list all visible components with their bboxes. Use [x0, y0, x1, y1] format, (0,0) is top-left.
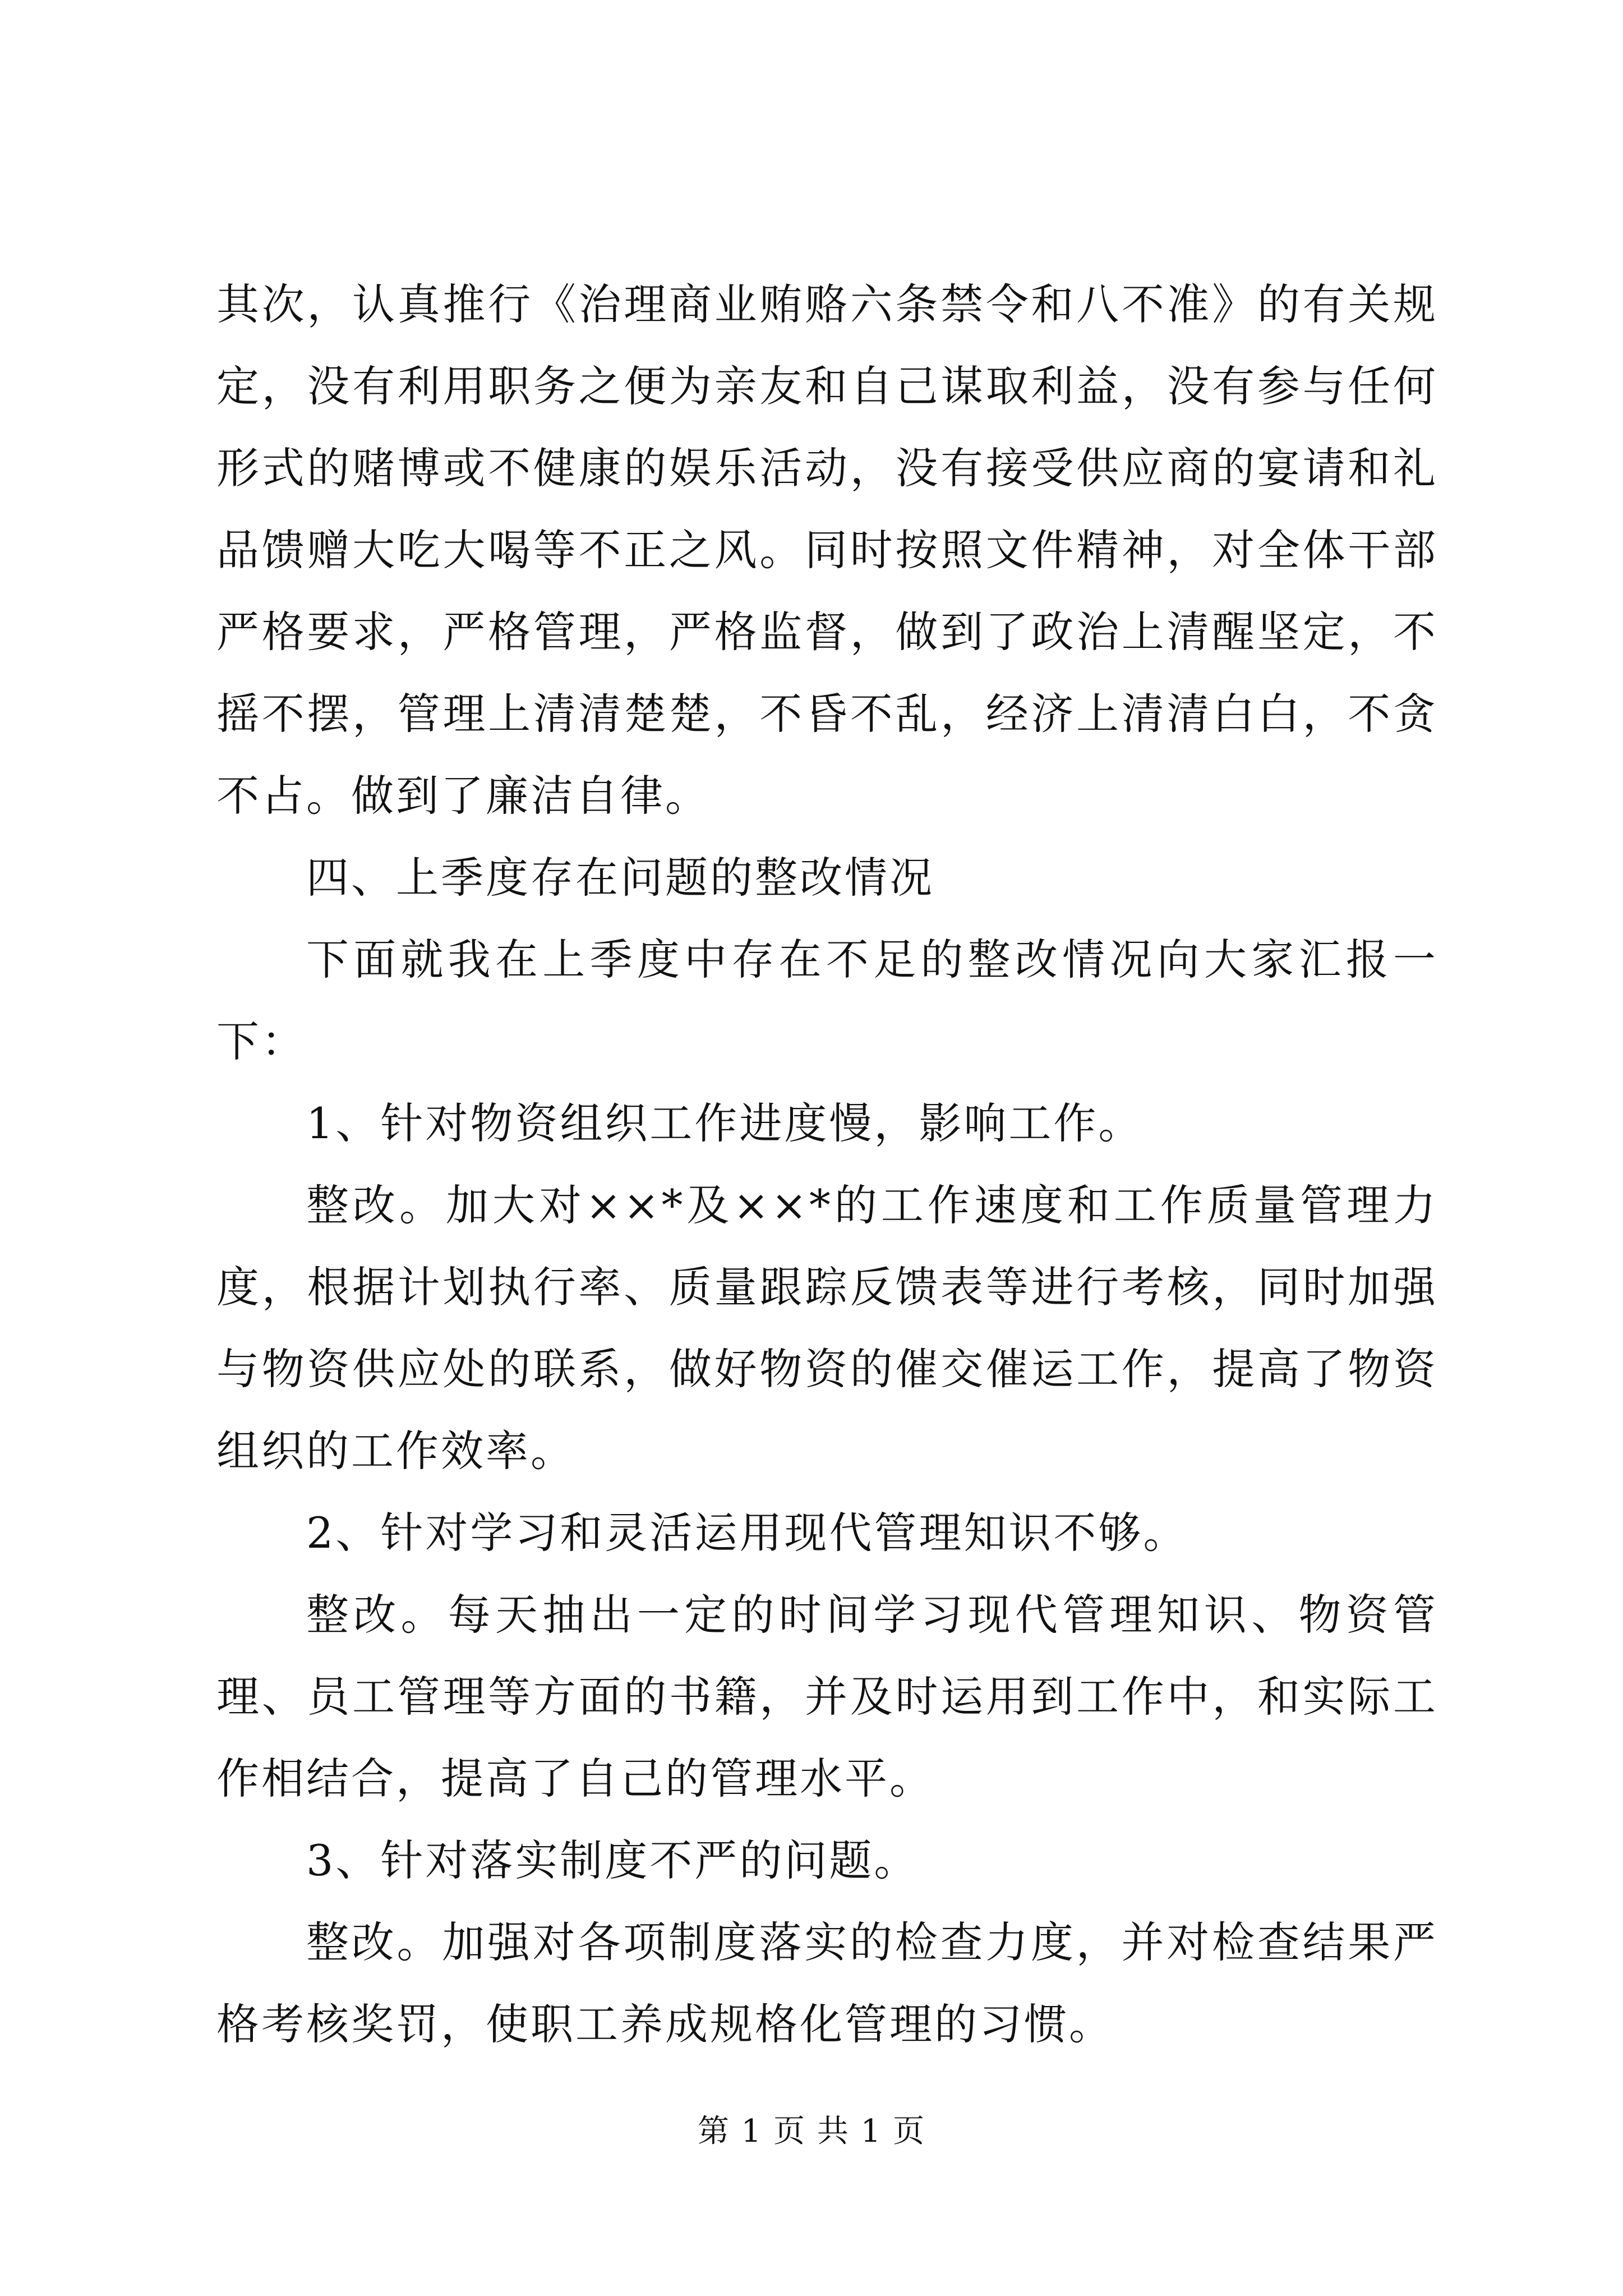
section-heading-rectification: 四、上季度存在问题的整改情况	[306, 853, 934, 903]
paragraph-integrity: 其次，认真推行《治理商业贿赂六条禁令和八不准》的有关规定，没有利用职务之便为亲友和自己谋取利益，没有参与任何形式的赌博或不健康的娱乐活动，没有接受供应商的宴请和礼品馈赠大吃大喝等不正之风。同时按照文件精神，对全体干部严格要求，严格管理，严格监督，做到了政治上清醒坚定，不摇不摆，管理上清清楚楚，不昏不乱，经济上清清白白，不贪不占。做到了廉洁自律。	[216, 279, 1438, 821]
page-footer: 第 1 页 共 1 页	[697, 2113, 926, 2150]
list-item-3-rectification: 整改。加强对各项制度落实的检查力度，并对检查结果严格考核奖罚，使职工养成规格化管理的习惯。	[216, 1917, 1438, 2049]
list-item-2-rectification: 整改。每天抽出一定的时间学习现代管理知识、物资管理、员工管理等方面的书籍，并及时运用到工作中，和实际工作相结合，提高了自己的管理水平。	[216, 1590, 1438, 1803]
paragraph-report-intro: 下面就我在上季度中存在不足的整改情况向大家汇报一下：	[216, 935, 1438, 1066]
list-item-1-rectification: 整改。加大对××*及××*的工作速度和工作质量管理力度，根据计划执行率、质量跟踪反馈表等进行考核，同时加强与物资供应处的联系，做好物资的催交催运工作，提高了物资组织的工作效率。	[216, 1180, 1438, 1476]
list-item-3-title: 3、针对落实制度不严的问题。	[306, 1835, 919, 1885]
list-item-1-title: 1、针对物资组织工作进度慢，影响工作。	[306, 1098, 1144, 1148]
document-body	[216, 264, 1438, 2065]
list-item-2-title: 2、针对学习和灵活运用现代管理知识不够。	[306, 1508, 1188, 1558]
